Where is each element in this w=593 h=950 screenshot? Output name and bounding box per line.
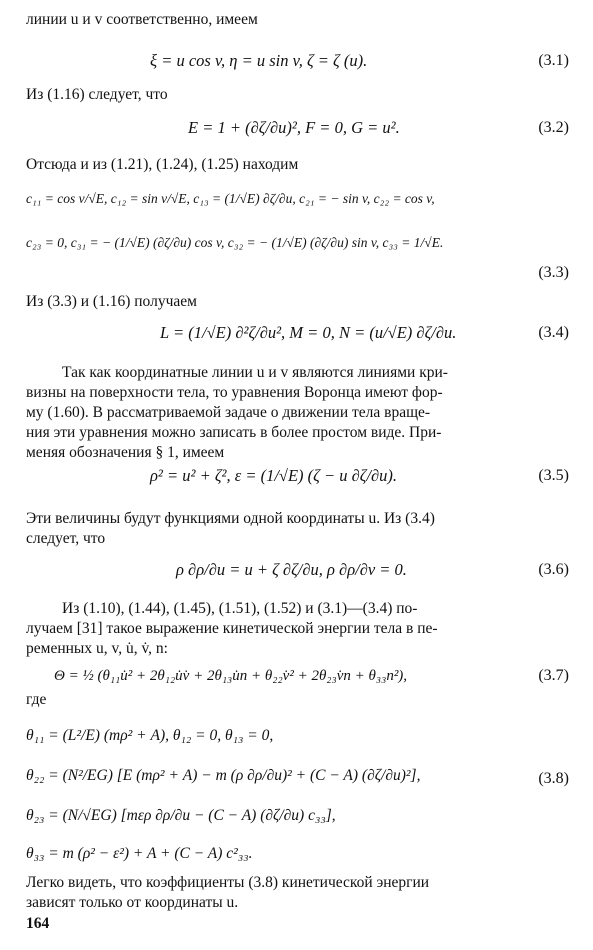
equation-number: (3.5) xyxy=(538,467,569,484)
equation-3-8-line2: θ₂₂ = (N²/EG) [E (mρ² + A) − m (ρ ∂ρ/∂u)² + (C − A) (∂ζ/∂u)²], xyxy=(26,767,421,784)
text-line: следует, что xyxy=(26,530,106,547)
paragraph-line: Так как координатные линии u и v являются линиями кри- xyxy=(62,364,448,381)
text-line: Из (3.3) и (1.16) получаем xyxy=(26,293,197,310)
paragraph-line: Из (1.10), (1.44), (1.45), (1.51), (1.52) и (3.1)—(3.4) по- xyxy=(62,600,418,617)
paragraph-line: лучаем [31] такое выражение кинетической энергии тела в пе- xyxy=(26,620,438,637)
paragraph-line: зависят только от координаты u. xyxy=(26,894,239,911)
equation-3-3-line1: c₁₁ = cos v/√E, c₁₂ = sin v/√E, c₁₃ = (1/√E) ∂ζ/∂u, c₂₁ = − sin v, c₂₂ = cos v, xyxy=(26,191,435,206)
equation-3-8-line1: θ₁₁ = (L²/E) (mρ² + A), θ₁₂ = 0, θ₁₃ = 0, xyxy=(26,727,274,744)
text-line: Эти величины будут функциями одной координаты u. Из (3.4) xyxy=(26,510,435,527)
paragraph-line: меняя обозначения § 1, имеем xyxy=(26,444,225,461)
paragraph-line: ния эти уравнения можно записать в более простом виде. При- xyxy=(26,424,442,441)
equation-number: (3.8) xyxy=(538,770,569,787)
equation-3-5: ρ² = u² + ζ², ε = (1/√E) (ζ − u ∂ζ/∂u). xyxy=(150,466,398,485)
equation-3-3-line2: c₂₃ = 0, c₃₁ = − (1/√E) (∂ζ/∂u) cos v, c₃₂ = − (1/√E) (∂ζ/∂u) sin v, c₃₃ = 1/√E. xyxy=(26,235,444,250)
equation-3-8-line3: θ₂₃ = (N/√EG) [mερ ∂ρ/∂u − (C − A) (∂ζ/∂u) c₃₃], xyxy=(26,807,336,824)
page-number: 164 xyxy=(26,915,50,932)
text-line: линии u и v соответственно, имеем xyxy=(26,11,258,28)
equation-3-4: L = (1/√E) ∂²ζ/∂u², M = 0, N = (u/√E) ∂ζ/∂u. xyxy=(160,323,457,342)
equation-number: (3.4) xyxy=(538,324,569,341)
equation-3-8-line4: θ₃₃ = m (ρ² − ε²) + A + (C − A) c²₃₃. xyxy=(26,845,253,862)
equation-3-2: E = 1 + (∂ζ/∂u)², F = 0, G = u². xyxy=(188,118,400,137)
equation-3-6: ρ ∂ρ/∂u = u + ζ ∂ζ/∂u, ρ ∂ρ/∂v = 0. xyxy=(176,560,407,579)
equation-number: (3.7) xyxy=(538,667,569,684)
paragraph-line: визны на поверхности тела, то уравнения Воронца имеют фор- xyxy=(26,384,443,401)
equation-number: (3.6) xyxy=(538,561,569,578)
paragraph-line: му (1.60). В рассматриваемой задаче о движении тела враще- xyxy=(26,404,431,421)
equation-number: (3.3) xyxy=(538,264,569,281)
text-line: Отсюда и из (1.21), (1.24), (1.25) находим xyxy=(26,156,299,173)
text-line: Из (1.16) следует, что xyxy=(26,86,168,103)
paragraph-line: ременных u, v, u̇, v̇, n: xyxy=(26,640,168,657)
equation-3-1: ξ = u cos v, η = u sin v, ζ = ζ (u). xyxy=(150,51,368,70)
paragraph-line: Легко видеть, что коэффициенты (3.8) кинетической энергии xyxy=(26,874,430,891)
equation-3-7: Θ = ½ (θ₁₁u̇² + 2θ₁₂u̇v̇ + 2θ₁₃u̇n + θ₂₂v̇² + 2θ₂₃v̇n + θ₃₃n²), xyxy=(54,668,408,684)
equation-number: (3.1) xyxy=(538,52,569,69)
equation-number: (3.2) xyxy=(538,119,569,136)
text-line: где xyxy=(26,691,47,708)
